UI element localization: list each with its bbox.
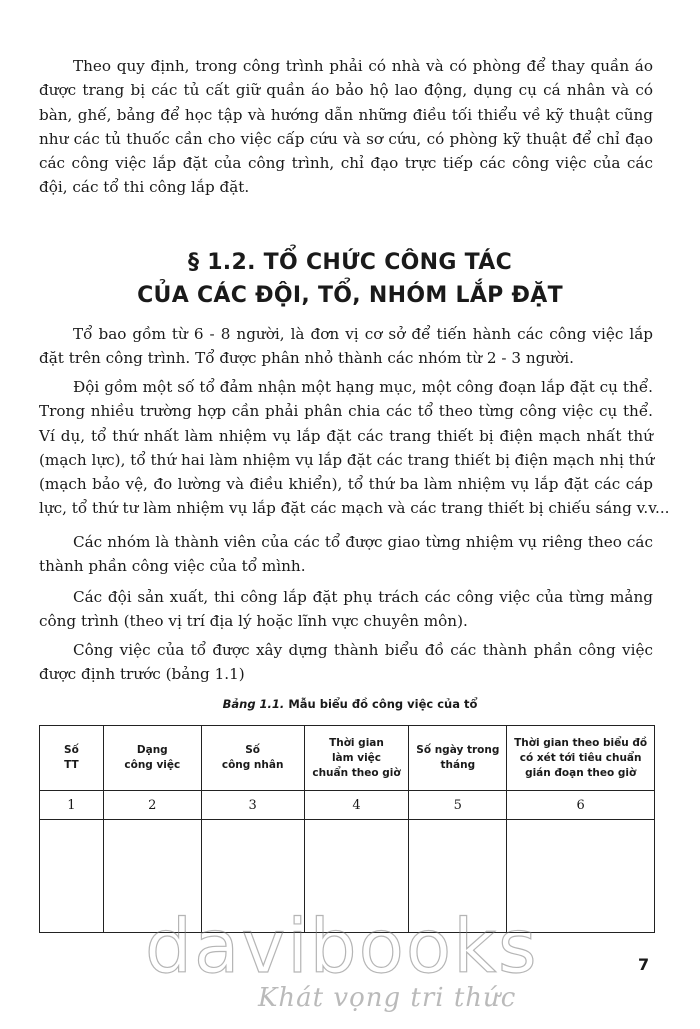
intro-line: đội, các tổ thi công lắp đặt. <box>39 178 250 197</box>
section-title-line-2: CỦA CÁC ĐỘI, TỔ, NHÓM LẮP ĐẶT <box>137 283 563 308</box>
header-cell-scheduled-time: Thời gian theo biểu đồ có xét tới tiêu chuẩn gián đoạn theo giờ <box>507 726 655 791</box>
column-number-cell: 6 <box>507 791 655 820</box>
paragraph-line: (mạch lực), tổ thứ hai làm nhiệm vụ lắp đặt các trang thiết bị điện mạch nhị thứ <box>39 450 655 469</box>
intro-line: Theo quy định, trong công trình phải có nhà và có phòng để thay quần áo <box>73 57 653 75</box>
intro-line: được trang bị các tủ cất giữ quần áo bảo hộ lao động, dụng cụ cá nhân và có <box>39 81 653 100</box>
column-number-cell: 2 <box>103 791 201 820</box>
paragraph-line: thành phần công việc của tổ mình. <box>39 557 306 576</box>
intro-paragraph <box>39 54 653 200</box>
watermark-tagline: Khát vọng tri thức <box>258 983 517 1013</box>
header-cell-days-in-month: Số ngày trong tháng <box>409 726 507 791</box>
column-number-cell: 5 <box>409 791 507 820</box>
page-number: 7 <box>638 955 650 974</box>
paragraph-team <box>39 322 653 371</box>
paragraph-line: Các đội sản xuất, thi công lắp đặt phụ trách các công việc của từng mảng <box>73 588 653 606</box>
paragraph-line: được định trước (bảng 1.1) <box>39 665 245 684</box>
paragraph-line: Công việc của tổ được xây dựng thành biểu đồ các thành phần công việc <box>73 641 653 659</box>
table-caption-label: Bảng 1.1. <box>222 697 285 711</box>
table-caption-text: Mẫu biểu đồ công việc của tổ <box>284 697 478 711</box>
column-number-cell: 1 <box>40 791 104 820</box>
column-number-cell: 4 <box>304 791 409 820</box>
paragraph-line: đặt trên công trình. Tổ được phân nhỏ thành các nhóm từ 2 - 3 người. <box>39 349 574 368</box>
paragraph-line: Đội gồm một số tổ đảm nhận một hạng mục, một công đoạn lắp đặt cụ thể. <box>73 378 653 396</box>
intro-line: như các tủ thuốc cần cho việc cấp cứu và sơ cứu, có phòng kỹ thuật để chỉ đạo <box>39 129 653 148</box>
table-header-row <box>40 726 655 791</box>
paragraph-line: Ví dụ, tổ thứ nhất làm nhiệm vụ lắp đặt các trang thiết bị điện mạch nhất thứ <box>39 426 653 445</box>
paragraph-line: công trình (theo vị trí địa lý hoặc lĩnh vực chuyên môn). <box>39 612 468 631</box>
paragraph-line: Tổ bao gồm từ 6 - 8 người, là đơn vị cơ sở để tiến hành các công việc lắp <box>73 325 653 343</box>
paragraph-line: lực, tổ thứ tư làm nhiệm vụ lắp đặt các mạch và các trang thiết bị chiếu sáng v.v... <box>39 499 670 518</box>
header-cell-workers: Số công nhân <box>201 726 304 791</box>
header-cell-work-type: Dạng công việc <box>103 726 201 791</box>
paragraph-line: Trong nhiều trường hợp cần phải phân chia các tổ theo từng công việc cụ thể. <box>39 402 653 421</box>
paragraph-schedule <box>39 638 653 687</box>
header-cell-standard-hours: Thời gian làm việc chuẩn theo giờ <box>304 726 409 791</box>
paragraph-line: (mạch bảo vệ, đo lường và điều khiển), tổ thứ ba làm nhiệm vụ lắp đặt các cáp <box>39 475 653 494</box>
watermark-logo: davibooks <box>145 904 539 990</box>
paragraph-production-teams <box>39 585 653 634</box>
intro-line: các công việc lắp đặt của công trình, chỉ đạo trực tiếp các công việc của các <box>39 154 653 173</box>
table-caption <box>0 697 700 711</box>
paragraph-line: Các nhóm là thành viên của các tổ được giao từng nhiệm vụ riêng theo các <box>73 533 653 551</box>
paragraph-groups <box>39 530 653 579</box>
intro-line: bàn, ghế, bảng để học tập và hướng dẫn những điều tối thiểu về kỹ thuật cũng <box>39 105 653 124</box>
section-title-line-1: § 1.2. TỔ CHỨC CÔNG TÁC <box>187 250 513 275</box>
table-number-row <box>40 791 655 820</box>
header-cell-no: Số TT <box>40 726 104 791</box>
paragraph-division <box>39 375 670 521</box>
empty-cell <box>40 820 104 933</box>
column-number-cell: 3 <box>201 791 304 820</box>
